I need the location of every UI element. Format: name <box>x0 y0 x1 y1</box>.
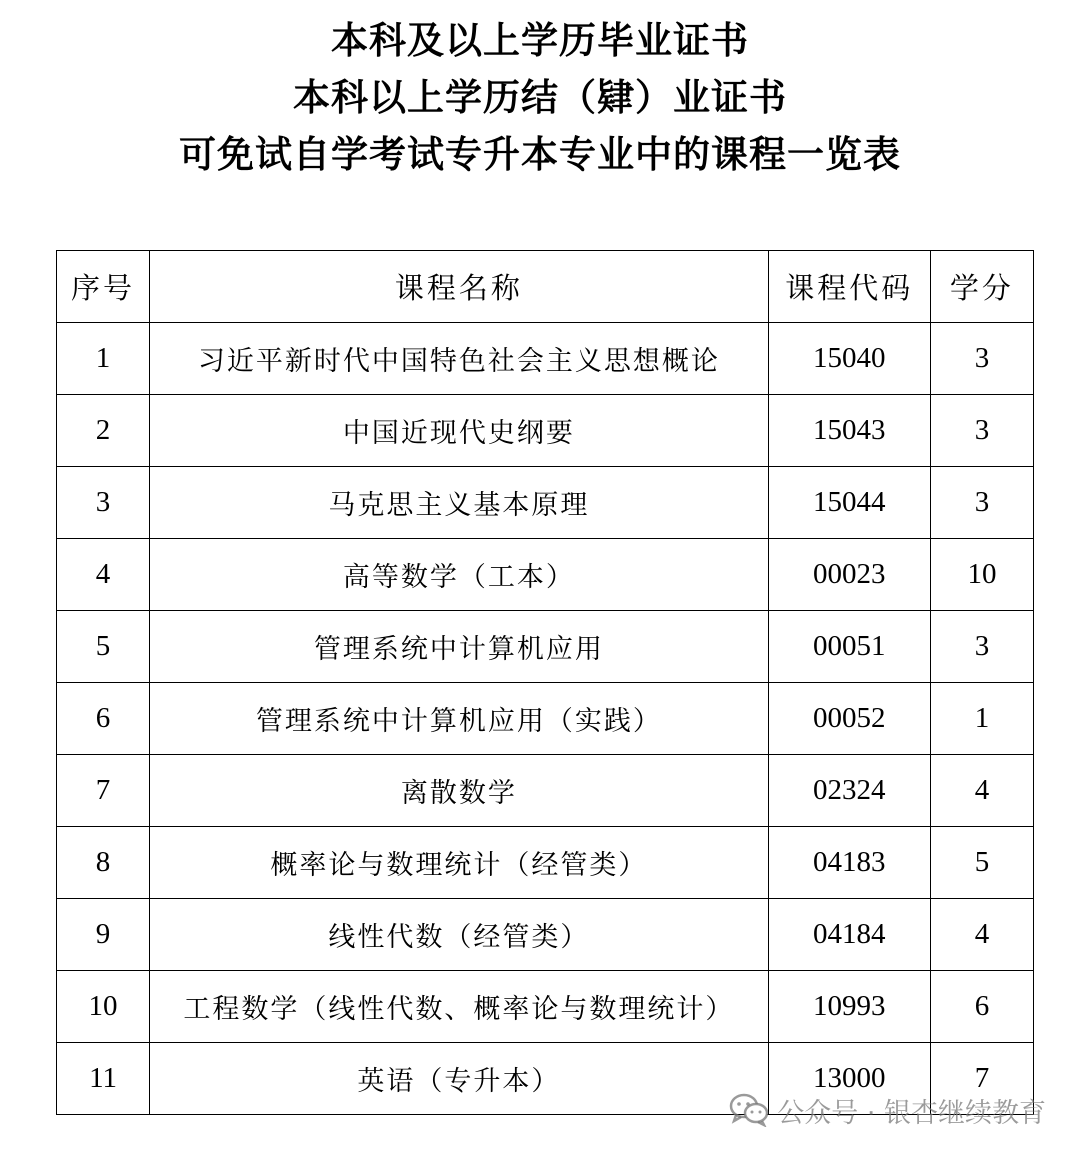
row-credit: 3 <box>930 323 1033 395</box>
table-row <box>57 971 1034 1043</box>
row-credit: 6 <box>930 971 1033 1043</box>
row-credit: 10 <box>930 539 1033 611</box>
header-code: 课程代码 <box>768 251 930 323</box>
row-course-code: 00051 <box>768 611 930 683</box>
row-course-name: 管理系统中计算机应用 <box>150 611 769 683</box>
row-credit: 4 <box>930 755 1033 827</box>
row-no: 4 <box>57 539 150 611</box>
row-course-name: 管理系统中计算机应用（实践） <box>150 683 769 755</box>
watermark <box>729 1090 1046 1130</box>
table-row <box>57 683 1034 755</box>
row-course-code: 00052 <box>768 683 930 755</box>
row-credit: 1 <box>930 683 1033 755</box>
table-row <box>57 827 1034 899</box>
row-course-code: 15040 <box>768 323 930 395</box>
row-credit: 7 <box>930 1043 1033 1115</box>
table-row <box>57 395 1034 467</box>
row-credit: 4 <box>930 899 1033 971</box>
row-course-name: 线性代数（经管类） <box>150 899 769 971</box>
row-no: 3 <box>57 467 150 539</box>
row-no: 5 <box>57 611 150 683</box>
row-course-name: 习近平新时代中国特色社会主义思想概论 <box>150 323 769 395</box>
table-row <box>57 755 1034 827</box>
row-course-name: 英语（专升本） <box>150 1043 769 1115</box>
table-row <box>57 323 1034 395</box>
row-course-code: 02324 <box>768 755 930 827</box>
row-course-code: 04184 <box>768 899 930 971</box>
watermark-text: 公众号 · 银杏继续教育 <box>777 1097 1046 1129</box>
title-line-2: 本科以上学历结（肄）业证书 <box>293 76 787 119</box>
row-course-code: 15043 <box>768 395 930 467</box>
row-course-code: 15044 <box>768 467 930 539</box>
table-row <box>57 611 1034 683</box>
title-line-3: 可免试自学考试专升本专业中的课程一览表 <box>179 133 901 176</box>
title-line-1: 本科及以上学历毕业证书 <box>331 19 749 62</box>
row-course-name: 离散数学 <box>150 755 769 827</box>
course-table <box>56 250 1034 1115</box>
row-no: 11 <box>57 1043 150 1115</box>
row-course-code: 00023 <box>768 539 930 611</box>
row-credit: 5 <box>930 827 1033 899</box>
document-title <box>0 12 1080 183</box>
row-no: 1 <box>57 323 150 395</box>
row-no: 6 <box>57 683 150 755</box>
row-course-code: 13000 <box>768 1043 930 1115</box>
row-course-name: 工程数学（线性代数、概率论与数理统计） <box>150 971 769 1043</box>
row-course-name: 高等数学（工本） <box>150 539 769 611</box>
row-course-name: 马克思主义基本原理 <box>150 467 769 539</box>
wechat-icon <box>729 1093 769 1127</box>
row-course-name: 中国近现代史纲要 <box>150 395 769 467</box>
row-course-code: 10993 <box>768 971 930 1043</box>
table-row <box>57 539 1034 611</box>
header-credit: 学分 <box>930 251 1033 323</box>
table-header-row <box>57 251 1034 323</box>
table-row <box>57 467 1034 539</box>
row-no: 2 <box>57 395 150 467</box>
row-credit: 3 <box>930 395 1033 467</box>
row-no: 9 <box>57 899 150 971</box>
row-no: 8 <box>57 827 150 899</box>
row-credit: 3 <box>930 611 1033 683</box>
header-name: 课程名称 <box>150 251 769 323</box>
row-course-code: 04183 <box>768 827 930 899</box>
row-course-name: 概率论与数理统计（经管类） <box>150 827 769 899</box>
row-no: 7 <box>57 755 150 827</box>
row-credit: 3 <box>930 467 1033 539</box>
table-row <box>57 899 1034 971</box>
row-no: 10 <box>57 971 150 1043</box>
header-no: 序号 <box>57 251 150 323</box>
